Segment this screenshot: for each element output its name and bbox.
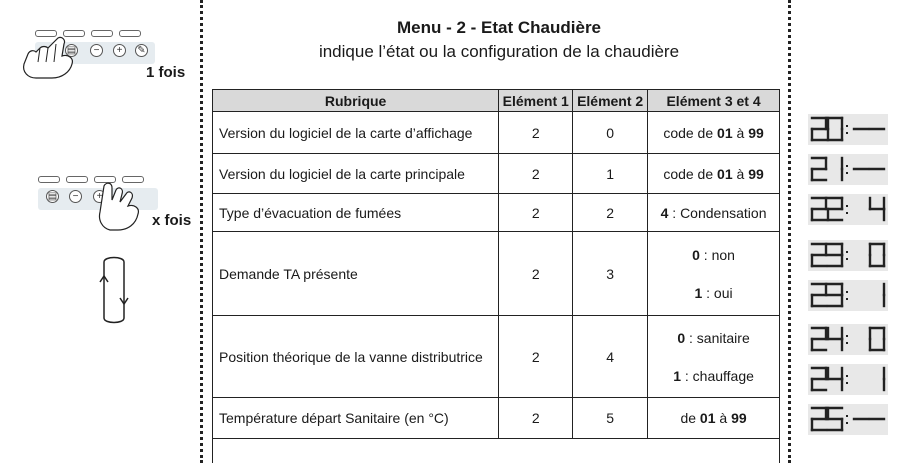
cycle-arrows-icon [94,252,134,328]
display-readout [808,404,888,435]
page-title: Menu - 2 - Etat Chaudière [396,18,602,37]
minus-icon: − [69,190,82,203]
row-element-2: 5 [573,398,648,439]
row-element-2: 3 [573,232,648,316]
menu-icon: ▤ [47,191,58,202]
header-rubrique: Rubrique [213,90,499,112]
row-element-3-4 [648,316,780,398]
row-element-2: 1 [573,154,648,194]
row-rubrique: Position théorique de la vanne distributrice [213,316,499,398]
row-element-3-4: 4 : Condensation [648,194,780,232]
row-element-3-4 [648,232,780,316]
row-element-1: 2 [499,112,573,154]
title-block [210,18,788,62]
row-rubrique: Demande TA présente [213,232,499,316]
page-subtitle: indique l’état ou la configuration de la chaudière [318,42,680,61]
display-readout [808,114,888,145]
hand-pressing-icon [94,180,150,234]
display-readout [808,364,888,395]
row-element-3-4: de 01 à 99 [648,398,780,439]
plus-icon: + [113,44,126,57]
table-row [213,316,780,398]
display-readout [808,154,888,185]
row-element-3-4: code de 01 à 99 [648,154,780,194]
plus-icon: + [93,190,106,203]
table-border-extension [779,439,780,463]
hand-pointing-icon [18,34,78,82]
press-x-times-label: x fois [152,212,192,229]
element-3-4-line: 1 : chauffage [673,367,754,384]
header-element-1: Elément 1 [499,90,573,112]
row-rubrique: Version du logiciel de la carte principale [213,154,499,194]
display-readout [808,240,888,271]
element-3-4-line: 0 : non [692,246,735,263]
row-element-1: 2 [499,398,573,439]
row-element-2: 4 [573,316,648,398]
row-element-2: 2 [573,194,648,232]
row-element-1: 2 [499,316,573,398]
header-element-2: Elément 2 [573,90,648,112]
display-readout [808,324,888,355]
row-element-1: 2 [499,194,573,232]
row-element-1: 2 [499,232,573,316]
table-row [213,154,780,194]
table-header-row [213,90,780,112]
row-element-1: 2 [499,154,573,194]
table-row [213,232,780,316]
display-readout [808,280,888,311]
row-rubrique: Température départ Sanitaire (en °C) [213,398,499,439]
display-readout [808,194,888,225]
row-rubrique: Version du logiciel de la carte d’affichage [213,112,499,154]
element-3-4-line: 1 : oui [694,284,733,301]
table-row [213,398,780,439]
minus-icon: − [90,44,103,57]
table-row [213,112,780,154]
status-table [212,89,780,439]
element-3-4-line: 0 : sanitaire [677,329,750,346]
table-row [213,194,780,232]
row-element-2: 0 [573,112,648,154]
row-rubrique: Type d’évacuation de fumées [213,194,499,232]
right-dotted-separator [788,0,791,463]
row-element-3-4: code de 01 à 99 [648,112,780,154]
table-border-extension [212,439,213,463]
press-once-label: 1 fois [146,64,186,81]
left-dotted-separator [200,0,203,463]
wrench-icon: ✎ [135,44,148,57]
header-element-3-4: Elément 3 et 4 [648,90,780,112]
menu-icon: ▤ [66,45,77,56]
